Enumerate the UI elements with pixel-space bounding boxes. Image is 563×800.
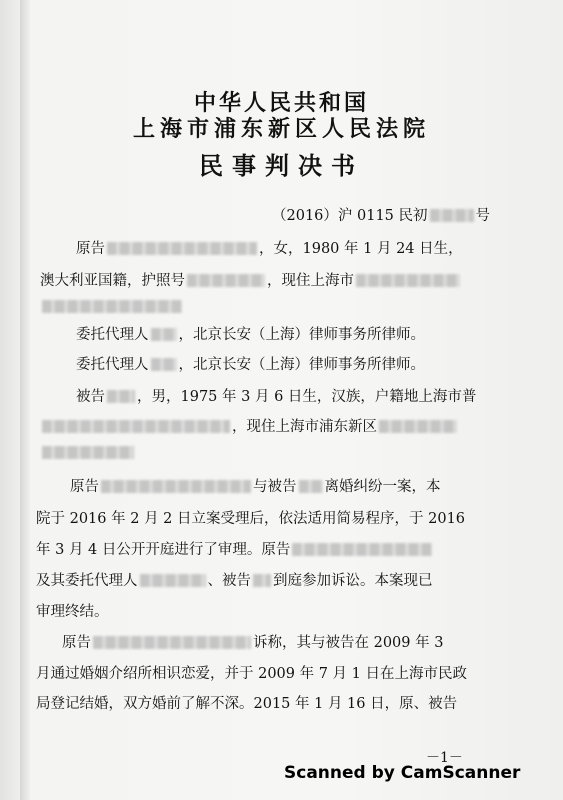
case-paragraph-line-1: 原告 与被告 离婚纠纷一案，本 [70, 479, 441, 495]
claim-paragraph-line-2: 月通过婚姻介绍所相识恋爱，并于 2009 年 7 月 1 日在上海市民政 [36, 666, 468, 682]
redacted-block [42, 446, 134, 459]
case-paragraph-line-5: 审理终结。 [36, 604, 109, 620]
claim-paragraph-line-3: 局登记结婚，双方婚前了解不深。2015 年 1 月 16 日，原、被告 [36, 696, 458, 712]
plaintiff-line-1: 原告 ，女，1980 年 1 月 24 日生， [76, 241, 463, 257]
plaintiff-line-3 [40, 298, 184, 316]
redacted-block [379, 420, 457, 433]
case-paragraph-line-4: 及其委托代理人 、被告 到庭参加诉讼。本案现已 [36, 573, 433, 589]
redacted-block [93, 636, 251, 649]
redacted-block [356, 274, 460, 287]
redacted-block [42, 300, 182, 313]
claim-paragraph-line-1: 原告 诉称，其与被告在 2009 年 3 [62, 635, 444, 651]
defendant-line-1: 被告 ，男，1975 年 3 月 6 日生，汉族，户籍地上海市普 [76, 389, 477, 405]
defendant-line-3 [40, 444, 136, 462]
redacted-block [253, 574, 271, 587]
redacted-block [187, 274, 265, 287]
defendant-line-2: ，现住上海市浦东新区 [40, 418, 459, 436]
redacted-block [292, 543, 432, 556]
court-country-title: 中华人民共和国 [193, 90, 369, 116]
page-number: －1－ [426, 750, 463, 766]
court-name-title: 上海市浦东新区人民法院 [132, 116, 430, 142]
case-paragraph-line-2: 院于 2016 年 2 月 2 日立案受理后，依法适用简易程序，于 2016 [36, 511, 466, 527]
redacted-block [42, 420, 230, 433]
case-paragraph-line-3: 年 3 月 4 日公开开庭进行了审理。原告 [36, 541, 434, 559]
agent-line-1: 委托代理人 ，北京长安（上海）律师事务所律师。 [76, 327, 425, 343]
camscanner-watermark: Scanned by CamScanner [284, 763, 521, 783]
redacted-block [151, 358, 177, 371]
redacted-block [101, 480, 251, 493]
redacted-block [107, 242, 257, 255]
redacted-block [140, 574, 206, 587]
redacted-block [299, 480, 323, 493]
redacted-block [430, 209, 474, 222]
agent-line-2: 委托代理人 ，北京长安（上海）律师事务所律师。 [76, 357, 425, 373]
document-type-title: 民事判决书 [199, 151, 364, 180]
case-number: （2016）沪 0115 民初 号 [272, 208, 491, 224]
redacted-block [107, 390, 135, 403]
plaintiff-line-2: 澳大利亚国籍，护照号 ，现住上海市 [40, 272, 462, 290]
redacted-block [151, 328, 177, 341]
